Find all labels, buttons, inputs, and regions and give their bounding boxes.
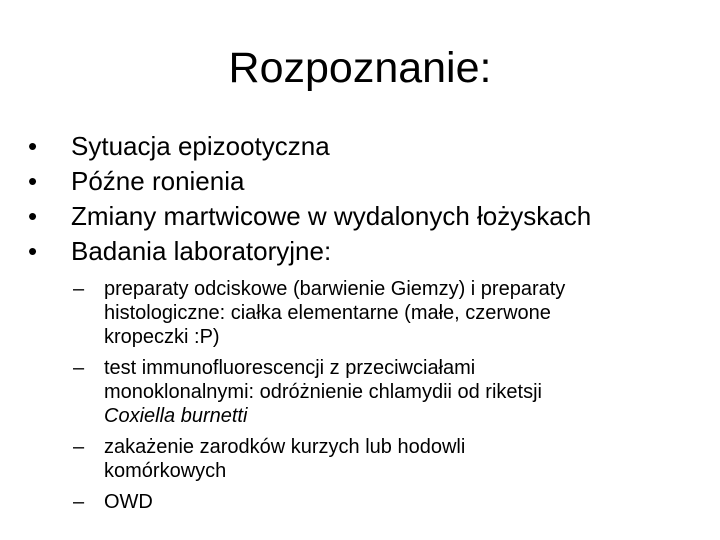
sub-bullet-line: histologiczne: ciałka elementarne (małe, czerwone bbox=[104, 302, 551, 324]
sub-bullet-item bbox=[0, 356, 720, 428]
sub-bullet-line-italic: Coxiella burnetti bbox=[104, 405, 248, 427]
bullet-item bbox=[0, 129, 720, 164]
bullet-item bbox=[0, 234, 720, 269]
sub-bullet-line: kropeczki :P) bbox=[104, 326, 220, 348]
bullet-item bbox=[0, 164, 720, 199]
sub-bullet-text bbox=[104, 490, 694, 514]
bullet-icon: • bbox=[28, 131, 38, 161]
bullet-text: Badania laboratoryjne: bbox=[71, 236, 332, 266]
dash-icon: – bbox=[73, 357, 85, 379]
sub-bullet-line: preparaty odciskowe (barwienie Giemzy) i preparaty bbox=[104, 278, 566, 300]
slide-title: Rozpoznanie: bbox=[228, 44, 492, 92]
dash-icon: – bbox=[73, 491, 85, 513]
bullet-text: Sytuacja epizootyczna bbox=[71, 131, 330, 161]
bullet-icon: • bbox=[28, 166, 38, 196]
sub-bullet-text bbox=[104, 277, 694, 349]
sub-bullet-text bbox=[104, 435, 694, 483]
sub-bullet-text bbox=[104, 356, 694, 428]
bullet-icon: • bbox=[28, 236, 38, 266]
bullet-item bbox=[0, 199, 720, 234]
sub-bullet-line: test immunofluorescencji z przeciwciałami bbox=[104, 357, 476, 379]
sub-bullet-item bbox=[0, 435, 720, 483]
bullet-text: Zmiany martwicowe w wydalonych łożyskach bbox=[71, 201, 592, 231]
dash-icon: – bbox=[73, 278, 85, 300]
sub-bullet-line: OWD bbox=[104, 491, 153, 513]
sub-bullet-item bbox=[0, 490, 720, 514]
sub-bullet-line: zakażenie zarodków kurzych lub hodowli bbox=[104, 436, 466, 458]
bullet-list bbox=[0, 129, 720, 269]
bullet-icon: • bbox=[28, 201, 38, 231]
sub-bullet-line: monoklonalnymi: odróżnienie chlamydii od riketsji bbox=[104, 381, 542, 403]
sub-bullet-list bbox=[0, 277, 720, 521]
sub-bullet-line: komórkowych bbox=[104, 460, 227, 482]
bullet-text: Późne ronienia bbox=[71, 166, 245, 196]
dash-icon: – bbox=[73, 436, 85, 458]
sub-bullet-item bbox=[0, 277, 720, 349]
